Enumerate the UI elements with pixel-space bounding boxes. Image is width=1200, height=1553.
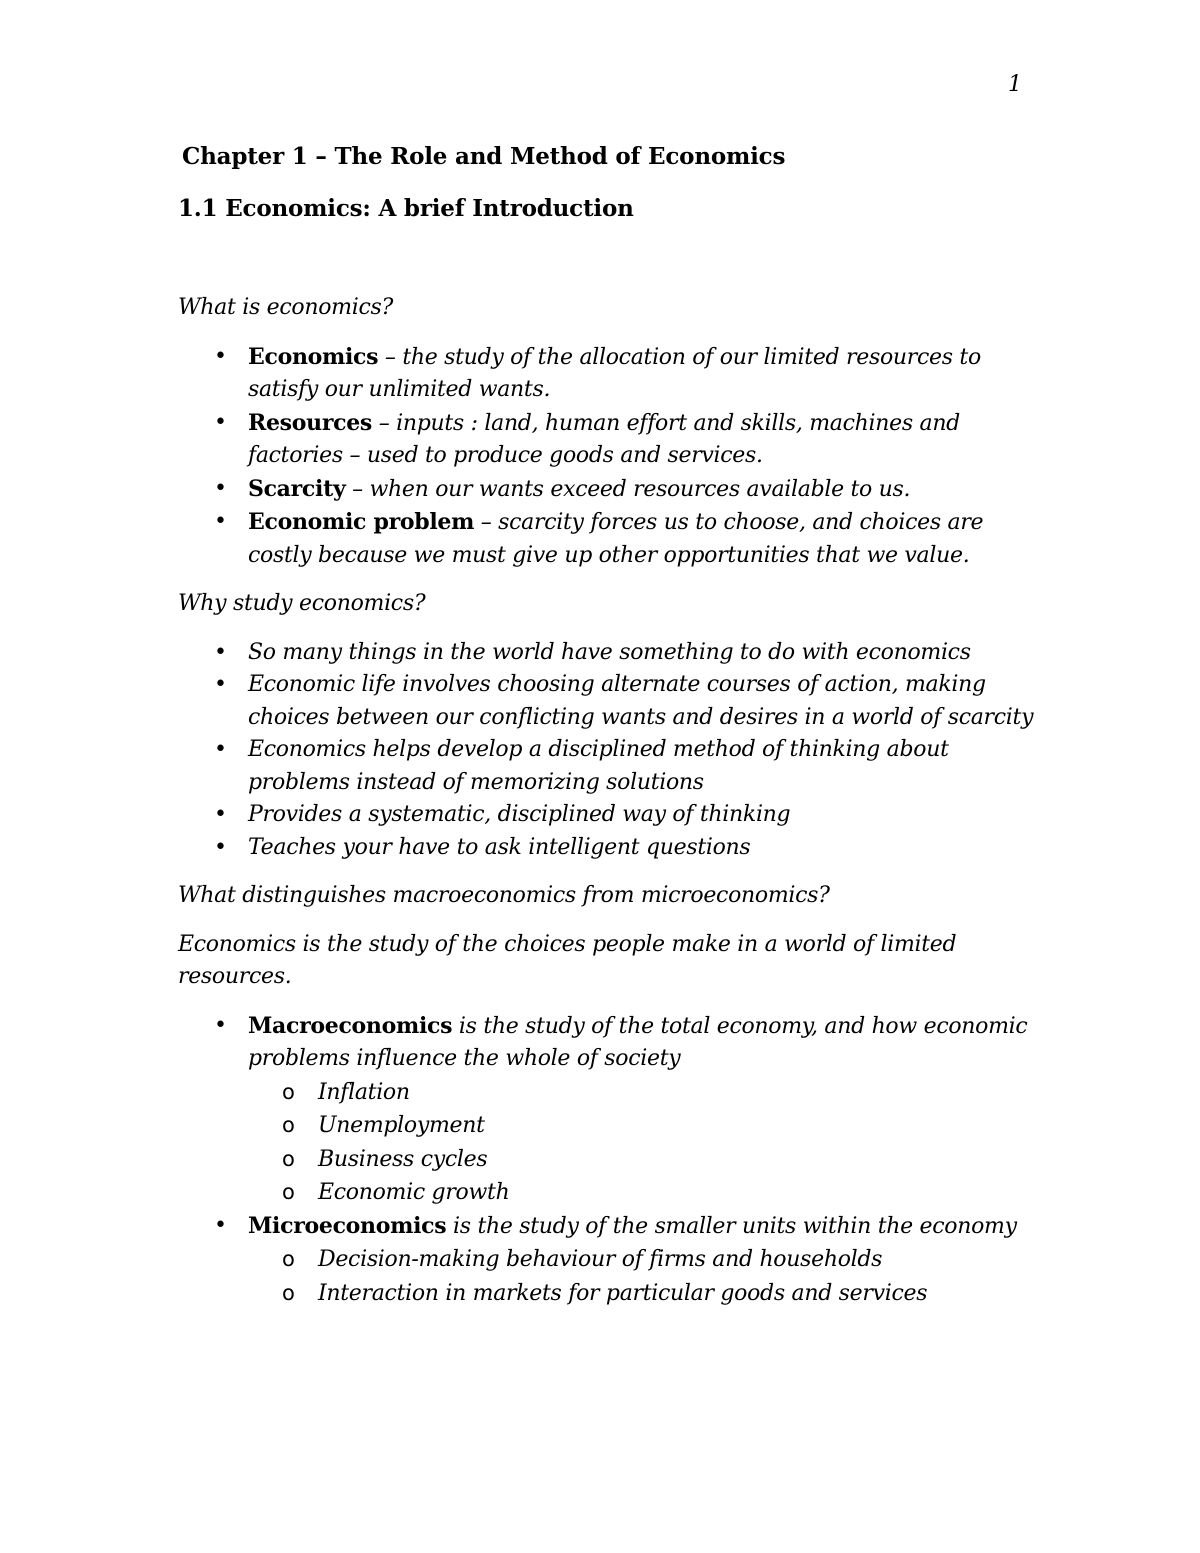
- reason-text: Provides a systematic, disciplined way of thinking: [248, 802, 791, 827]
- term: Microeconomics: [248, 1212, 447, 1239]
- definition: is the study of the total economy, and how economic problems influence the whole of society: [248, 1013, 1028, 1071]
- bullet-icon: •: [214, 737, 227, 762]
- section-title: 1.1 Economics: A brief Introduction: [178, 195, 634, 222]
- sub-item-text: Interaction in markets for particular goods and services: [318, 1280, 928, 1306]
- list-item: [178, 407, 1038, 473]
- bullet-icon: •: [214, 343, 227, 369]
- list-item: [178, 637, 1038, 670]
- macro-topics-list: [248, 1076, 1038, 1210]
- term: Economics: [248, 343, 379, 370]
- sub-list-item: [248, 1176, 1038, 1210]
- sub-item-text: Business cycles: [318, 1146, 488, 1172]
- term: Economic problem: [248, 509, 475, 535]
- reasons-list: [178, 637, 1038, 865]
- circle-bullet-icon: o: [282, 1079, 295, 1104]
- bullet-icon: •: [214, 1212, 227, 1238]
- bullet-icon: •: [214, 509, 227, 534]
- bullet-icon: •: [214, 409, 227, 435]
- list-item: [178, 734, 1038, 799]
- question-macro-vs-micro: What distinguishes macroeconomics from microeconomics?: [178, 883, 830, 908]
- circle-bullet-icon: o: [282, 1146, 295, 1171]
- sub-list-item: [248, 1076, 1038, 1110]
- bullet-icon: •: [214, 475, 227, 501]
- list-item: [178, 669, 1038, 734]
- document-body: [178, 140, 1038, 1310]
- reason-text: Economic life involves choosing alternate courses of action, making choices between our conflicting wants and desires in a world of scarcity: [248, 672, 1034, 730]
- circle-bullet-icon: o: [282, 1280, 295, 1305]
- list-item: [178, 832, 1038, 865]
- sub-list-item: [248, 1277, 1038, 1311]
- definition: – inputs : land, human effort and skills, machines and factories – used to produce goods and services.: [248, 410, 960, 468]
- sub-item-text: Decision-making behaviour of firms and households: [318, 1247, 883, 1272]
- list-item: [178, 473, 1038, 507]
- sub-item-text: Economic growth: [318, 1180, 510, 1205]
- bullet-icon: •: [214, 1012, 227, 1038]
- reason-text: Teaches your have to ask intelligent questions: [248, 834, 751, 860]
- circle-bullet-icon: o: [282, 1180, 295, 1204]
- macro-micro-list: [178, 1010, 1038, 1311]
- definition: – scarcity forces us to choose, and choices are costly because we must give up other opportunities that we value.: [248, 510, 984, 568]
- list-item-microeconomics: [178, 1210, 1038, 1311]
- definition: – the study of the allocation of our limited resources to satisfy our unlimited wants.: [248, 344, 981, 402]
- circle-bullet-icon: o: [282, 1113, 295, 1137]
- list-item: [178, 799, 1038, 832]
- intro-paragraph: Economics is the study of the choices people make in a world of limited resources.: [178, 931, 957, 989]
- term: Resources: [248, 409, 373, 436]
- bullet-icon: •: [214, 672, 227, 697]
- sub-list-item: [248, 1143, 1038, 1177]
- definition: – when our wants exceed resources available to us.: [345, 476, 911, 502]
- list-item: [178, 506, 1038, 572]
- reason-text: Economics helps develop a disciplined method of thinking about problems instead of memorizing solutions: [248, 737, 949, 795]
- bullet-icon: •: [214, 834, 227, 860]
- term: Macroeconomics: [248, 1012, 453, 1039]
- definitions-list: [178, 341, 1038, 573]
- sub-list-item: [248, 1243, 1038, 1277]
- reason-text: So many things in the world have something to do with economics: [248, 639, 971, 665]
- chapter-title: Chapter 1 – The Role and Method of Economics: [182, 143, 786, 170]
- question-what-is-economics: What is economics?: [178, 295, 393, 320]
- bullet-icon: •: [214, 802, 227, 827]
- term: Scarcity: [248, 475, 346, 502]
- sub-list-item: [248, 1109, 1038, 1143]
- question-why-study-economics: Why study economics?: [178, 591, 426, 616]
- micro-topics-list: [248, 1243, 1038, 1310]
- bullet-icon: •: [214, 639, 227, 665]
- circle-bullet-icon: o: [282, 1247, 295, 1271]
- list-item-macroeconomics: [178, 1010, 1038, 1210]
- page-number: 1: [1008, 72, 1022, 97]
- sub-item-text: Inflation: [318, 1079, 410, 1105]
- list-item: [178, 341, 1038, 407]
- definition: is the study of the smaller units within the economy: [446, 1213, 1017, 1239]
- sub-item-text: Unemployment: [318, 1113, 485, 1138]
